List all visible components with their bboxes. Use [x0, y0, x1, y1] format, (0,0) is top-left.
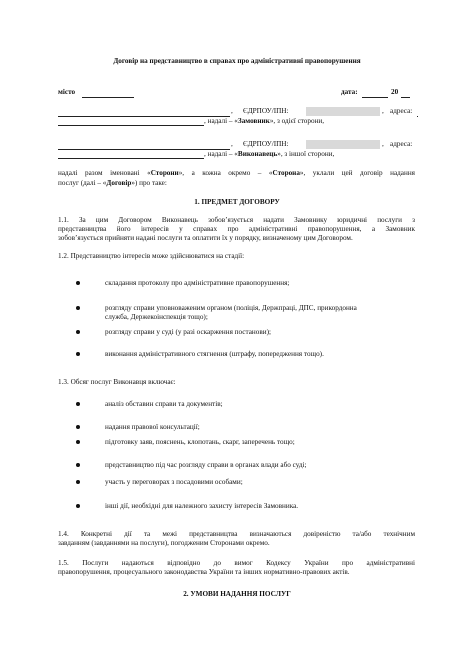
party1-role-line: , надалі – «Замовник», з одієї сторони, — [204, 117, 325, 125]
service-item: участь у переговорах з посадовими особами; — [105, 478, 243, 486]
para-1-5-line: 1.5. Послуги надаються відповідно до вимог Кодексу України про адміністративні — [58, 559, 415, 567]
service-item: підготовку заяв, пояснень, клопотань, скарг, заперечень тощо; — [105, 438, 295, 446]
para-1-2: 1.2. Представництво інтересів може здійснюватися на стадії: — [58, 252, 245, 260]
para-1-1-line: зобов’язується прийняти надані послуги та оплатити їх у порядку, визначеному цим Договором. — [58, 234, 353, 242]
stage-item: розгляду справи у суді (у разі оскарження постанови); — [105, 328, 271, 336]
party1-role: Замовник — [237, 117, 270, 125]
bullet-icon — [76, 480, 80, 484]
bullet-icon — [76, 352, 80, 356]
para-1-1-line: 1.1. За цим Договором Виконавець зобов’язується надати Замовнику юридичні послуги з — [58, 216, 415, 224]
document-title: Договір на представництво в справах про адміністративні правопорушення — [113, 57, 361, 65]
para-1-5-line: правопорушення, процесуального законодавства України та інших нормативно-правових актів. — [58, 568, 350, 576]
service-item: аналіз обставин справи та документів; — [105, 400, 223, 408]
party1-address-field[interactable] — [58, 125, 204, 126]
party2-address-label: адреса: — [390, 140, 413, 148]
stage-item: складання протоколу про адміністративне правопорушення; — [105, 279, 290, 287]
intro-line-1: надалі разом іменовані «Сторони», а кожна окремо – «Сторона», уклали цей договір надання — [58, 169, 415, 177]
party1-edrpou-label: ЄДРПОУ/ІПН: — [243, 107, 289, 115]
bullet-icon — [76, 281, 80, 285]
date-label: дата: — [341, 88, 358, 96]
party1-edrpou-field[interactable] — [306, 107, 380, 116]
party2-address-field[interactable] — [58, 158, 204, 159]
bullet-icon — [76, 440, 80, 444]
section2-heading: 2. УМОВИ НАДАННЯ ПОСЛУГ — [183, 590, 291, 598]
party2-edrpou-label: ЄДРПОУ/ІПН: — [243, 140, 289, 148]
bullet-icon — [76, 425, 80, 429]
bullet-icon — [76, 463, 80, 467]
para-1-3: 1.3. Обсяг послуг Виконавця включає: — [58, 378, 176, 386]
party1-address-label: адреса: — [390, 107, 413, 115]
para-1-1-line: представництва його інтересів у справах про адміністративні правопорушення, а Замовник — [58, 225, 415, 233]
stage-item: виконання адміністративного стягнення (штрафу, попередження тощо). — [105, 350, 324, 358]
year-prefix: 20 — [391, 88, 399, 96]
party2-role: Виконавець — [237, 150, 278, 158]
intro-line-2: послуг (далі – «Договір») про таке: — [58, 179, 167, 187]
bullet-icon — [76, 306, 80, 310]
para-1-4-line: 1.4. Конкретні дії та межі представництва визначаються довіреністю та/або технічним — [58, 530, 415, 538]
section1-heading: 1. ПРЕДМЕТ ДОГОВОРУ — [194, 198, 280, 206]
city-field[interactable] — [82, 97, 134, 98]
stage-item-continued: служба, Держекоінспекція тощо); — [105, 313, 208, 321]
party2-edrpou-field[interactable] — [306, 140, 380, 149]
party2-role-line: , надалі – «Виконавець», з іншої сторони, — [204, 150, 335, 158]
bullet-icon — [76, 402, 80, 406]
city-label: місто — [58, 88, 76, 96]
service-item: інші дії, необхідні для належного захисту інтересів Замовника. — [105, 502, 299, 510]
year-field[interactable] — [401, 97, 410, 98]
date-field[interactable] — [362, 97, 388, 98]
bullet-icon — [76, 504, 80, 508]
para-1-4-line: завданням (завданнями на послуги), погодженим Сторонами окремо. — [58, 539, 270, 547]
stage-item: розгляду справи уповноваженим органом (поліція, Держпраці, ДПС, прикордонна — [105, 304, 357, 312]
service-item: надання правової консультації; — [105, 423, 200, 431]
bullet-icon — [76, 330, 80, 334]
service-item: представництво під час розгляду справи в органах влади або суді; — [105, 461, 307, 469]
